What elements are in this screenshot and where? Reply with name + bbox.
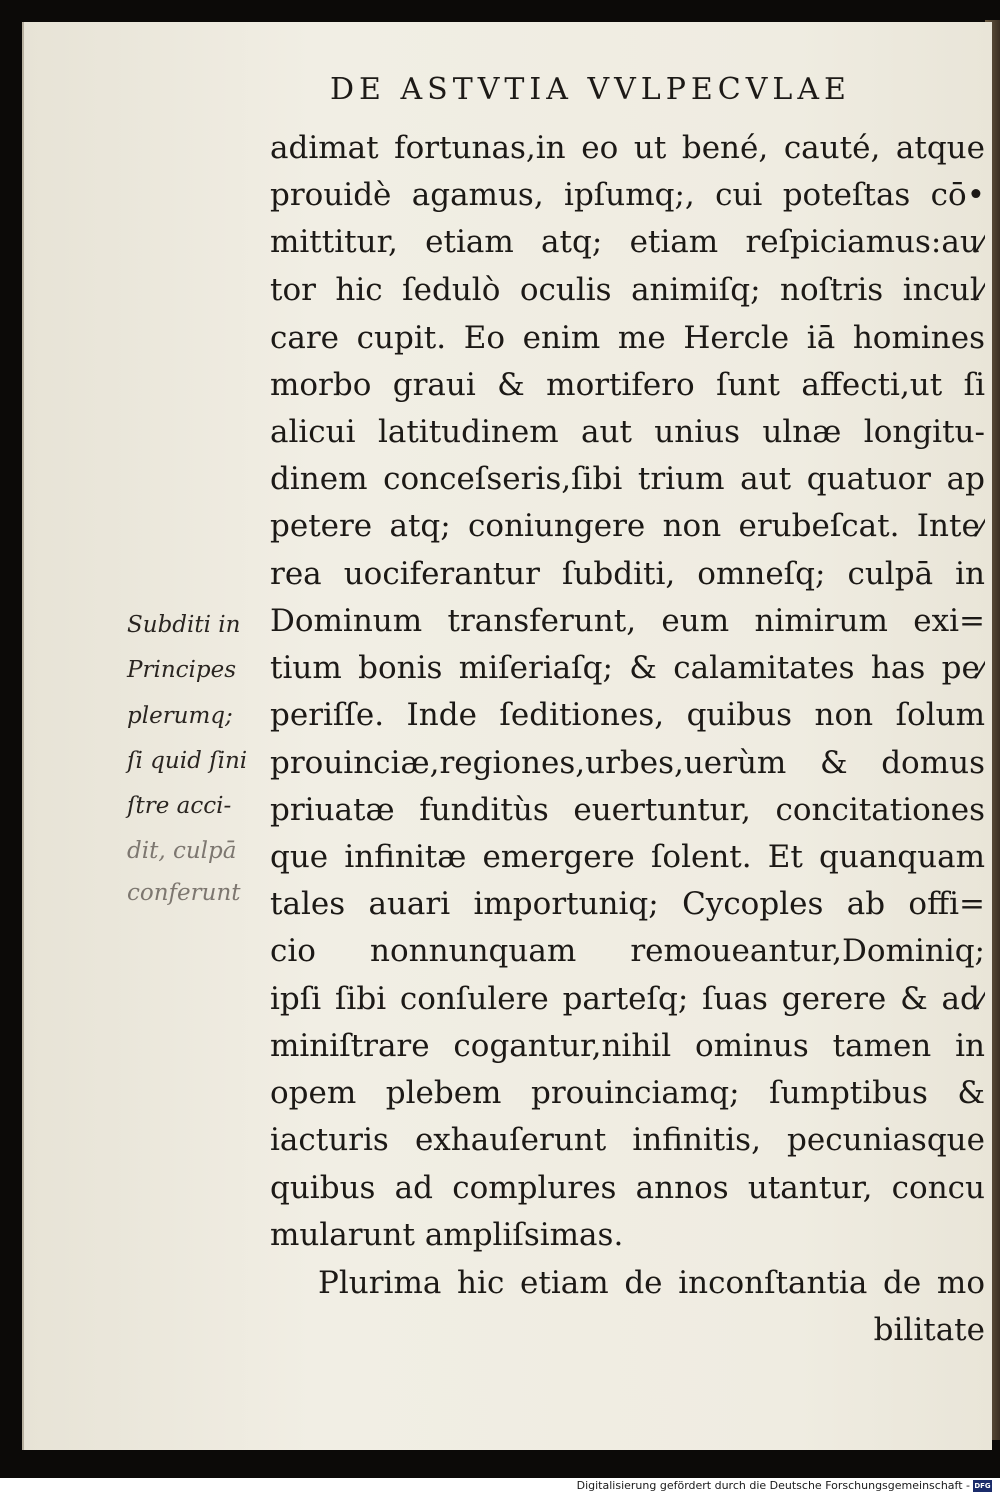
margin-note-line: Principes [127, 657, 237, 683]
body-line: rea uociferantur ſubditi, omneſq; culpā in [270, 556, 985, 592]
body-line: ipſi ſibi conſulere parteſq; ſuas gerere & ad⁄ [270, 981, 985, 1017]
body-line: alicui latitudinem aut unius ulnæ longitu- [270, 414, 985, 450]
body-line: mittitur, etiam atq; etiam reſpiciamus:au⁄ [270, 224, 985, 260]
body-line: periſſe. Inde ſeditiones, quibus non ſolum [270, 697, 985, 733]
footer-credit: Digitalisierung gefördert durch die Deutsche Forschungsgemeinschaft - [576, 1479, 970, 1492]
body-line: cio nonnunquam remoueantur,Dominiq; [270, 933, 985, 969]
dfg-logo-icon: DFG [974, 1482, 991, 1490]
body-line: dinem conceſseris,ſibi trium aut quatuor ap [270, 461, 985, 497]
body-line: priuatæ funditùs euertuntur, concitationes [270, 792, 985, 828]
body-line: petere atq; coniungere non erubeſcat. Inte⁄ [270, 508, 985, 544]
paragraph-start: Plurima hic etiam de inconſtantia de mo [318, 1265, 985, 1301]
body-line: mularunt ampliſsimas. [270, 1217, 624, 1253]
margin-note-line: Subditi in [127, 612, 241, 638]
body-line: tium bonis miſeriaſq; & calamitates has pe⁄ [270, 650, 985, 686]
catchword: bilitate [873, 1312, 985, 1348]
body-line: adimat fortunas,in eo ut bené, cauté, atque [270, 130, 985, 166]
margin-note-line: ſtre acci- [127, 793, 232, 819]
margin-note-line: dit, culpā [127, 838, 237, 864]
body-line: prouidè agamus, ipſumq;, cui poteſtas cō• [270, 177, 985, 213]
margin-note-line: plerumq; [127, 703, 233, 729]
body-line: opem plebem prouinciamq; ſumptibus & [270, 1075, 985, 1111]
body-line: iacturis exhauſerunt infinitis, pecuniasque [270, 1122, 985, 1158]
running-head: DE ASTVTIA VVLPECVLAE [330, 72, 851, 107]
margin-note-line: ſi quid ſini [127, 748, 248, 774]
body-line: tales auari importuniq; Cycoples ab offi= [270, 886, 985, 922]
body-line: morbo graui & mortifero ſunt affecti,ut ſi [270, 367, 985, 403]
body-line: Dominum transferunt, eum nimirum exi= [270, 603, 985, 639]
body-line: care cupit. Eo enim me Hercle iā homines [270, 320, 985, 356]
body-line: miniſtrare cogantur,nihil ominus tamen in [270, 1028, 985, 1064]
body-line: que infinitæ emergere ſolent. Et quanquam [270, 839, 985, 875]
margin-note-line: conferunt [127, 880, 241, 906]
body-line: tor hic ſedulò oculis animiſq; noſtris incul⁄ [270, 272, 985, 308]
body-line: quibus ad complures annos utantur, concu [270, 1170, 985, 1206]
footer-bar [0, 1478, 1000, 1495]
body-line: prouinciæ,regiones,urbes,uerùm & domus [270, 745, 985, 781]
